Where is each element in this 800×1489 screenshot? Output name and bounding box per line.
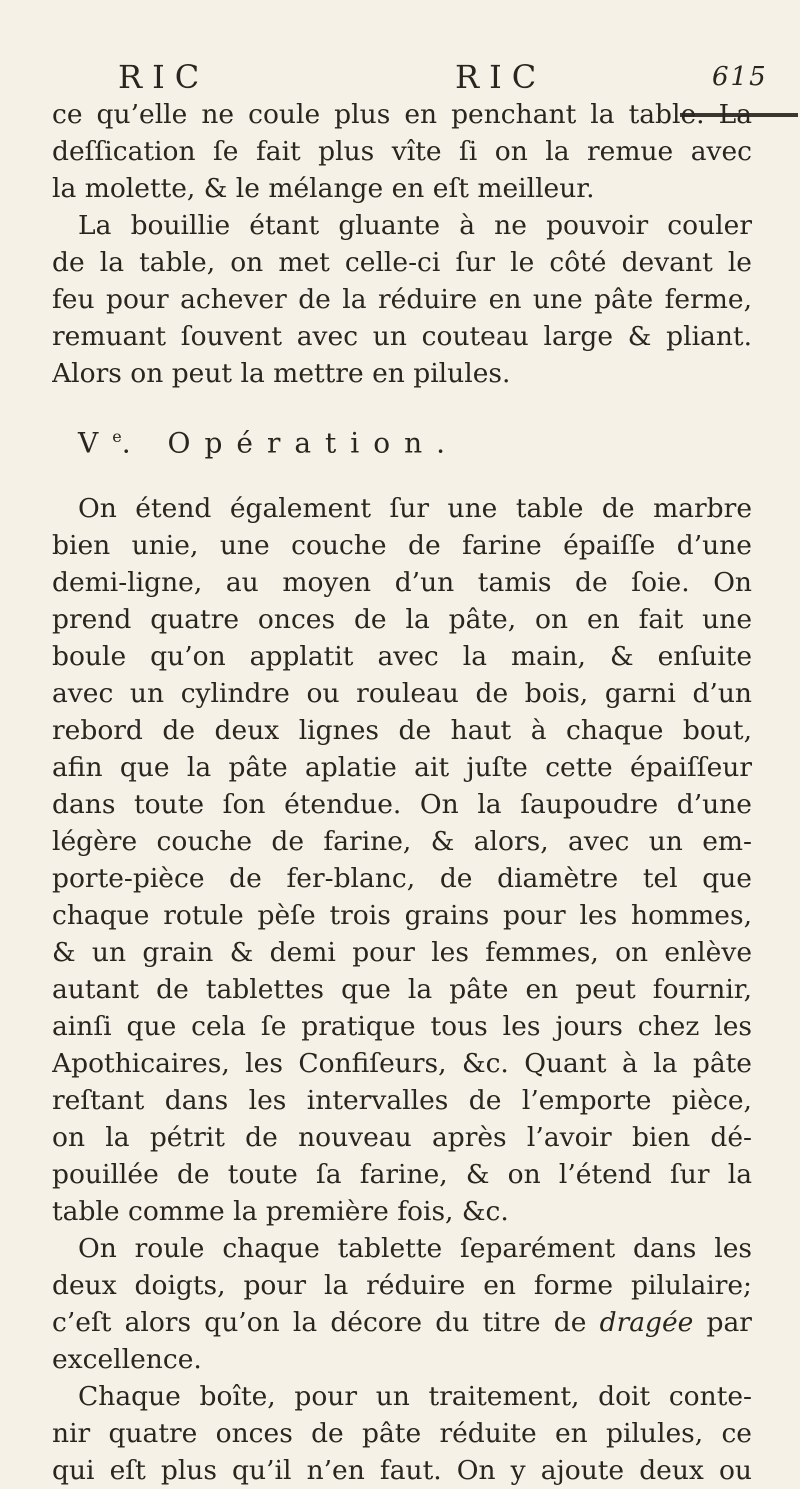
text-line: autant de tablettes que la pâte en peut fournir, [52,974,752,1005]
body-text [52,96,752,1489]
section-heading: Ve. Opération. [78,426,460,460]
text-line: & un grain & demi pour les femmes, on enlève [52,937,752,968]
text-line: Chaque boîte, pour un traitement, doit conte- [78,1381,752,1412]
text-line: légère couche de farine, & alors, avec un em- [52,826,752,857]
running-head-left: RIC [118,58,210,96]
running-head-right: RIC [455,58,547,96]
text-line: nir quatre onces de pâte réduite en pilules, ce [52,1418,752,1449]
paragraph-5 [52,1378,752,1489]
text-line: La bouillie étant gluante à ne pouvoir couler [78,210,752,241]
text-line: bien unie, une couche de farine épaiſſe d’une [52,530,752,561]
text-line: reſtant dans les intervalles de l’emporte pièce, [52,1085,752,1116]
text-line: la molette, & le mélange en eſt meilleur. [52,173,595,204]
paragraph-1 [52,96,752,207]
text-line: demi-ligne, au moyen d’un tamis de ſoie. On [52,567,752,598]
text-line: On étend également ſur une table de marbre [78,493,752,524]
text-line: porte-pièce de fer-blanc, de diamètre tel que [52,863,752,894]
text-line: boule qu’on applatit avec la main, & enſuite [52,641,752,672]
text-line: prend quatre onces de la pâte, on en fait une [52,604,752,635]
text-line: excellence. [52,1344,202,1375]
text-line: ce qu’elle ne coule plus en penchant la table. La [52,99,752,130]
text-line: avec un cylindre ou rouleau de bois, garni d’un [52,678,752,709]
text-line: ainſi que cela ſe pratique tous les jours chez les [52,1011,752,1042]
paragraph-3 [52,490,752,1230]
text-line: table comme la première fois, &c. [52,1196,509,1227]
text-line: dans toute ſon étendue. On la ſaupoudre d’une [52,789,752,820]
text-run: c’eſt alors qu’on la décore du titre de [52,1307,587,1338]
text-line: afin que la pâte aplatie ait juſte cette épaiſſeur [52,752,752,783]
page-number: 615 [712,62,768,92]
text-line: On roule chaque tablette ſeparément dans les [78,1233,752,1264]
text-run: par [706,1307,752,1338]
text-line: Apothicaires, les Confiſeurs, &c. Quant à la pâte [52,1048,752,1079]
text-line: on la pétrit de nouveau après l’avoir bien dé- [52,1122,752,1153]
text-line: rebord de deux lignes de haut à chaque bout, [52,715,752,746]
text-line: feu pour achever de la réduire en une pâte ferme, [52,284,752,315]
text-line: de la table, on met celle-ci ſur le côté devant le [52,247,752,278]
running-head [0,58,800,98]
paragraph-2 [52,207,752,392]
text-line: deux doigts, pour la réduire en forme pilulaire; [52,1270,752,1301]
text-line: Alors on peut la mettre en pilules. [52,358,511,389]
text-line [52,1304,752,1341]
text-line: qui eſt plus qu’il n’en faut. On y ajoute deux ou [52,1455,752,1486]
text-line: deſſication ſe fait plus vîte ſi on la remue avec [52,136,752,167]
paragraph-4 [52,1230,752,1378]
italic-term: dragée [599,1307,694,1338]
text-line: pouillée de toute ſa farine, & on l’étend ſur la [52,1159,752,1190]
text-line: remuant ſouvent avec un couteau large & pliant. [52,321,752,352]
text-line: chaque rotule pèſe trois grains pour les hommes, [52,900,752,931]
